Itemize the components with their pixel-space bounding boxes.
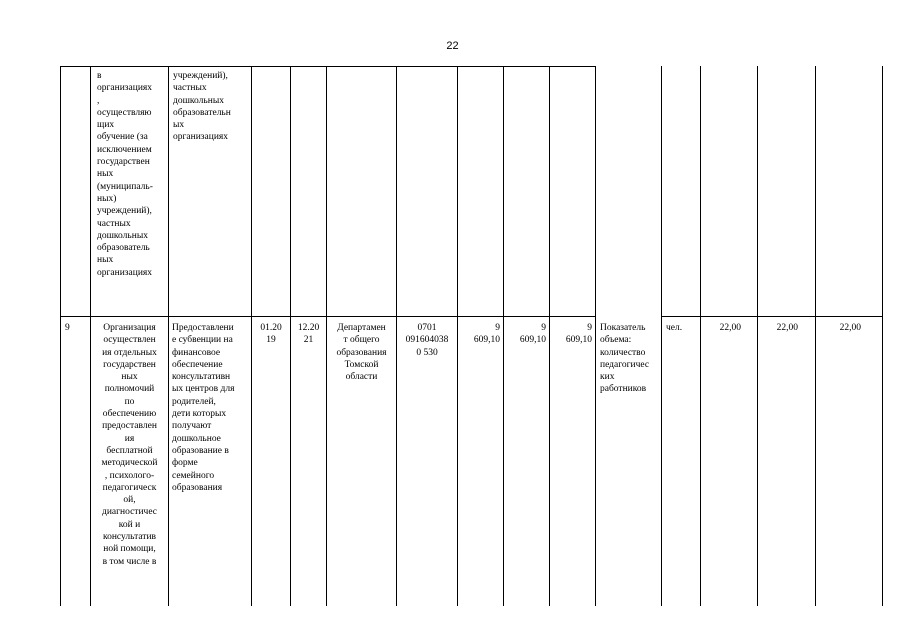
row-9-unit: чел. — [666, 323, 683, 333]
grid-line — [757, 66, 758, 606]
row-9-number: 9 — [65, 323, 70, 333]
row-9-value-1: 22,00 — [719, 323, 741, 333]
grid-line — [661, 66, 662, 606]
grid-line — [882, 66, 883, 606]
grid-line — [815, 66, 816, 606]
grid-line — [60, 66, 61, 606]
grid-line — [60, 66, 596, 67]
grid-line — [700, 66, 701, 606]
continuation-row-col3: учреждений), частных дошкольных образовательн ых организациях — [173, 71, 231, 143]
row-9-amount-2: 9 609,10 — [519, 323, 546, 346]
row-9-executor: Департамен т общего образования Томской области — [336, 323, 387, 383]
grid-line — [60, 316, 596, 317]
grid-line — [661, 316, 883, 317]
row-9-amount-3: 9 609,10 — [565, 323, 592, 346]
continuation-row-col2: в организациях , осуществляю щих обучение (за исключением государствен ных (муниципаль- ных) учреждений), частных дошкольных образователь ных организациях — [97, 71, 153, 278]
row-9-indicator: Показатель объема: количество педагогичес ких работников — [600, 323, 650, 395]
row-9-event: Предоставлени е субвенции на финансовое обеспечение консультативн ых центров для родителей, дети которых получают дошкольное образование в форме семейного образования — [172, 323, 235, 493]
page-number: 22 — [446, 40, 459, 52]
grid-line — [595, 66, 596, 606]
row-9-amount-1: 9 609,10 — [473, 323, 500, 346]
grid-line — [168, 66, 169, 606]
row-9-end-date: 12.20 21 — [297, 323, 320, 346]
row-9-start-date: 01.20 19 — [260, 323, 282, 346]
row-9-value-3: 22,00 — [839, 323, 861, 333]
row-9-value-2: 22,00 — [776, 323, 798, 333]
row-9-name: Организация осуществлен ия отдельных государствен ных полномочий по обеспечению предоставлен ия бесплатной методической , психолого- педагогическ ой, диагностичес кой и консультатив ной помощи, в том числе в — [101, 323, 158, 567]
row-9-budget-code: 0701 091604038 0 530 — [405, 323, 449, 358]
